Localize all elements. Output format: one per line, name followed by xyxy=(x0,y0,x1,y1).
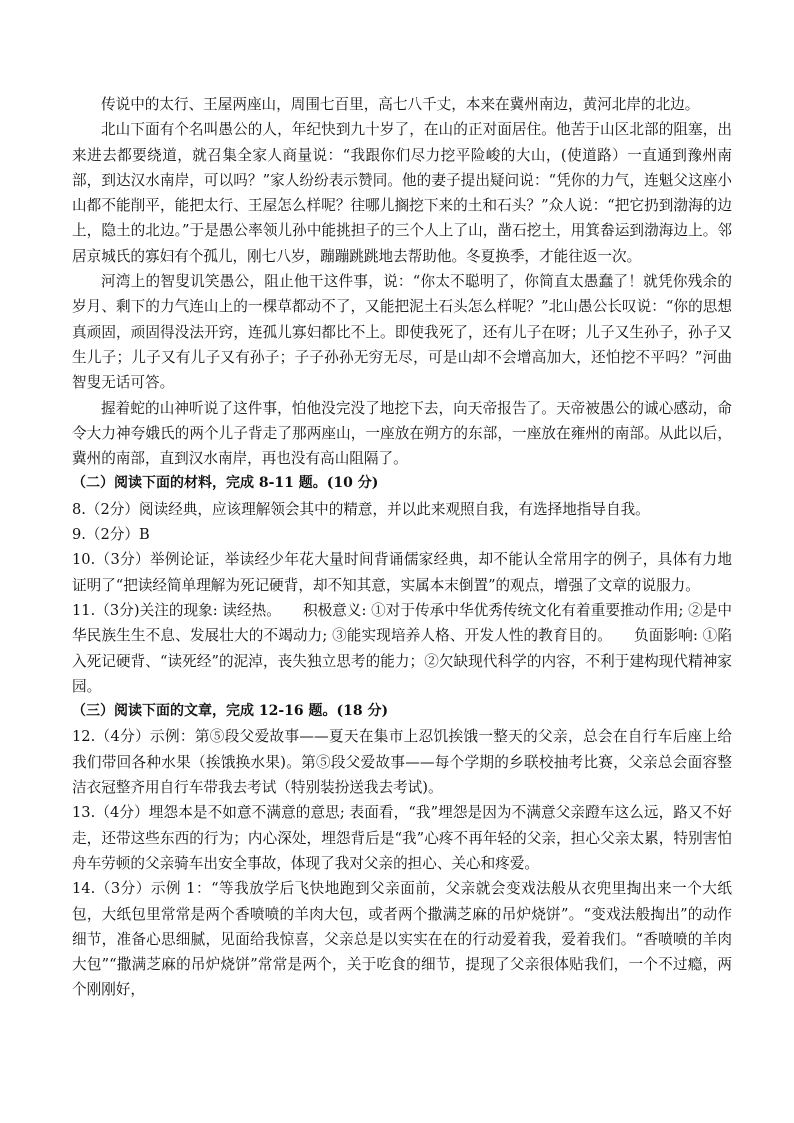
story-paragraph-4: 握着蛇的山神听说了这件事，怕他没完没了地挖下去，向天帝报告了。天帝被愚公的诚心感动，命令大力神夸娥氏的两个儿子背走了那两座山，一座放在朔方的东部，一座放在雍州的南部。从此以后，冀州的南部，直到汉水南岸，再也没有高山阻隔了。 xyxy=(72,399,732,468)
answer-10: 10.（3分）举例论证，举读经少年花大量时间背诵儒家经典，却不能认全常用字的例子，具体有力地证明了“把读经简单理解为死记硬背，却不知其意，实属本末倒置”的观点，增强了文章的说服力。 xyxy=(72,551,732,594)
section-3-heading: （三）阅读下面的文章，完成 12-16 题。(18 分) xyxy=(72,703,389,720)
answer-11 xyxy=(72,598,732,699)
answer-11-phenomenon: 11.（3分)关注的现象: 读经热。 xyxy=(72,601,281,619)
answer-12: 12.（4分）示例：第⑤段父爱故事——夏天在集市上忍饥挨饿一整天的父亲，总会在自行车后座上给我们带回各种水果（挨饿换水果)。第⑤段父爱故事——每个学期的乡联校抽考比赛，父亲总会面容整洁衣冠整齐用自行车带我去考试（特别装扮送我去考试)。 xyxy=(72,728,732,797)
section-2-heading: （二）阅读下面的材料，完成 8-11 题。(10 分) xyxy=(72,475,379,492)
story-paragraph-2: 北山下面有个名叫愚公的人，年纪快到九十岁了，在山的正对面居住。他苦于山区北部的阻塞，出来进去都要绕道，就召集全家人商量说：“我跟你们尽力挖平险峻的大山，(使道路）一直通到豫州南部，到达汉水南岸，可以吗？”家人纷纷表示赞同。他的妻子提出疑问说：“凭你的力气，连魁父这座小山都不能削平，能把太行、王屋怎么样呢？往哪儿搁挖下来的土和石头？”众人说：“把它扔到渤海的边上，隐土的北边。”于是愚公率领儿孙中能挑担子的三个人上了山，凿石挖土，用箕畚运到渤海边上。邻居京城氏的寡妇有个孤儿，刚七八岁，蹦蹦跳跳地去帮助他。冬夏换季，才能往返一次。 xyxy=(72,121,732,265)
answer-11-negative: 负面影响: ①陷入死记硬背、“读死经”的泥淖，丧失独立思考的能力；②欠缺现代科学的内容，不利于建构现代精神家园。 xyxy=(72,627,733,695)
answer-9: 9.（2分）B xyxy=(72,526,150,544)
answer-14: 14.（3分）示例 1：“等我放学后飞快地跑到父亲面前，父亲就会变戏法般从衣兜里掏出来一个大纸包，大纸包里常常是两个香喷喷的羊肉大包，或者两个撒满芝麻的吊炉烧饼”。“变戏法般掏出”的动作细节，准备心思细腻，见面给我惊喜，父亲总是以实实在在的行动爱着我，爱着我们。“香喷喷的羊肉大包”“撒满芝麻的吊炉烧饼”常常是两个，关于吃食的细节，提现了父亲很体贴我们，一个不过瘾，两个刚刚好， xyxy=(72,880,732,999)
answer-8: 8.（2分）阅读经典，应该理解领会其中的精意，并以此来观照自我，有选择地指导自我。 xyxy=(72,500,650,518)
story-paragraph-1: 传说中的太行、王屋两座山，周围七百里，高七八千丈，本来在冀州南边，黄河北岸的北边。 xyxy=(101,96,700,113)
answer-11-positive: 积极意义: ①对于传承中华优秀传统文化有着重要推动作用; ②是中华民族生生不息、发展壮大的不竭动力; ③能实现培养人格、开发人性的教育目的。 xyxy=(72,601,732,645)
story-paragraph-3: 河湾上的智叟讥笑愚公，阻止他干这件事，说：“你太不聪明了，你简直太愚蠢了！就凭你残余的岁月、剩下的力气连山上的一棵草都动不了，又能把泥土石头怎么样呢？”北山愚公长叹说：“你的思想真顽固，顽固得没法开窍，连孤儿寡妇都比不上。即使我死了，还有儿子在呀；儿子又生孙子，孙子又生儿子；儿子又有儿子又有孙子；子子孙孙无穷无尽，可是山却不会增高加大，还怕挖不平吗？”河曲智叟无话可答。 xyxy=(72,273,732,392)
document-body xyxy=(72,92,732,1003)
answer-13: 13.（4分）埋怨本是不如意不满意的意思; 表面看，“我”埋怨是因为不满意父亲蹬车这么远，路又不好走，还带这些东西的行为；内心深处，埋怨背后是“我”心疼不再年轻的父亲，担心父亲太累，特别害怕舟车劳顿的父亲骑车出安全事故，体现了我对父亲的担心、关心和疼爱。 xyxy=(72,804,732,872)
